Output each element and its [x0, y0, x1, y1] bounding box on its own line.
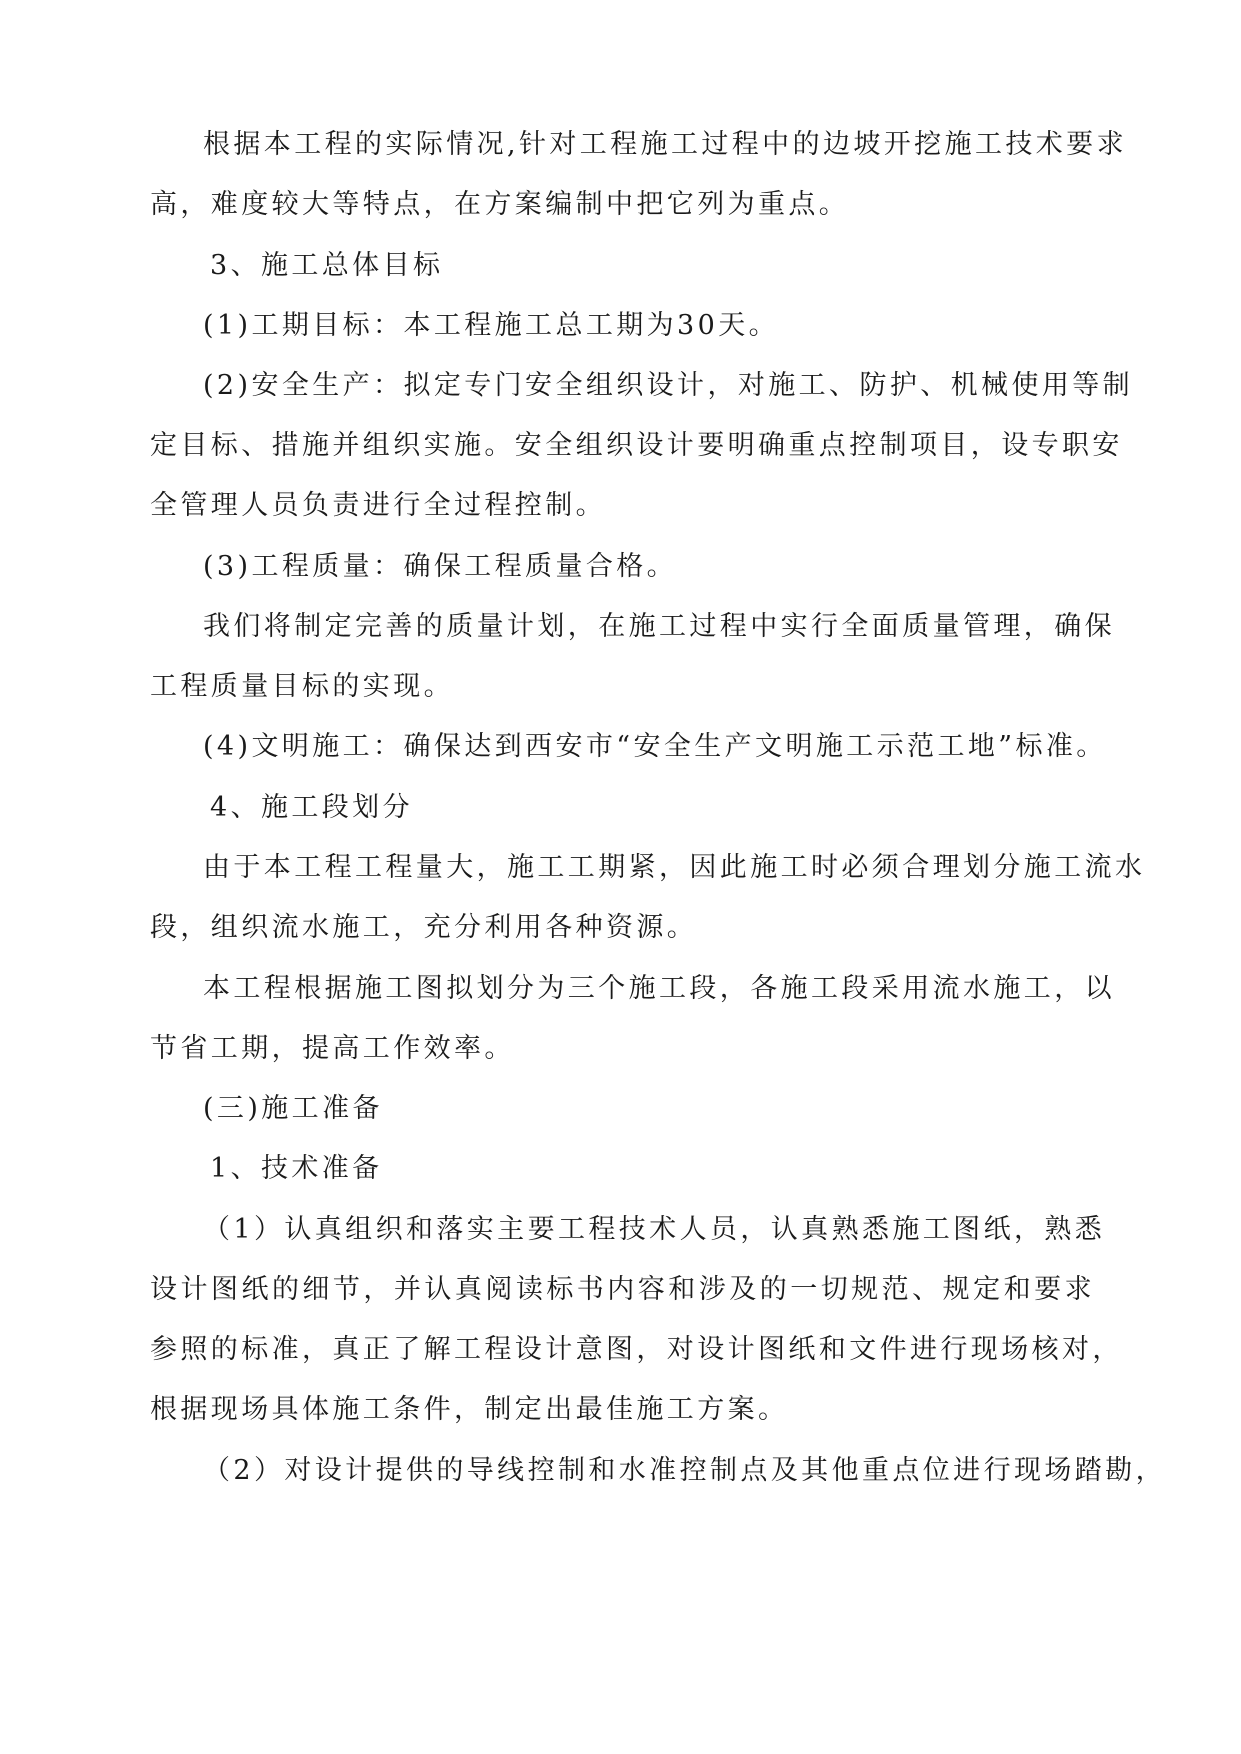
paragraph-line: (1)工期目标：本工程施工总工期为30天。 [203, 310, 780, 341]
paragraph-line: 工程质量目标的实现。 [150, 671, 454, 702]
paragraph-line: 节省工期，提高工作效率。 [150, 1033, 515, 1064]
paragraph-line: 定目标、措施并组织实施。安全组织设计要明确重点控制项目，设专职安 [150, 430, 1123, 461]
section-heading: 1、技术准备 [210, 1153, 383, 1184]
paragraph-line: (3)工程质量：确保工程质量合格。 [203, 551, 678, 582]
paragraph-line: 设计图纸的细节，并认真阅读标书内容和涉及的一切规范、规定和要求 [150, 1274, 1095, 1305]
paragraph-line: （1）认真组织和落实主要工程技术人员，认真熟悉施工图纸，熟悉 [203, 1214, 1106, 1245]
paragraph-line: 高，难度较大等特点，在方案编制中把它列为重点。 [150, 189, 850, 220]
section-heading: (三)施工准备 [203, 1093, 383, 1124]
paragraph-line: 全管理人员负责进行全过程控制。 [150, 490, 606, 521]
paragraph-line: 本工程根据施工图拟划分为三个施工段，各施工段采用流水施工，以 [203, 973, 1115, 1004]
paragraph-line: (4)文明施工：确保达到西安市“安全生产文明施工示范工地”标准。 [203, 731, 1107, 762]
paragraph-line: 参照的标准，真正了解工程设计意图，对设计图纸和文件进行现场核对， [150, 1334, 1123, 1365]
paragraph-line: （2）对设计提供的导线控制和水准控制点及其他重点位进行现场踏勘， [203, 1455, 1166, 1486]
paragraph-line: 由于本工程工程量大，施工工期紧，因此施工时必须合理划分施工流水 [203, 852, 1146, 883]
paragraph-line: 我们将制定完善的质量计划，在施工过程中实行全面质量管理，确保 [203, 611, 1115, 642]
paragraph-line: 根据现场具体施工条件，制定出最佳施工方案。 [150, 1394, 789, 1425]
paragraph-line: 根据本工程的实际情况,针对工程施工过程中的边坡开挖施工技术要求 [203, 129, 1127, 160]
section-heading: 4、施工段划分 [210, 792, 413, 823]
paragraph-line: 段，组织流水施工，充分利用各种资源。 [150, 912, 698, 943]
section-heading: 3、施工总体目标 [210, 250, 444, 281]
paragraph-line: (2)安全生产：拟定专门安全组织设计，对施工、防护、机械使用等制 [203, 370, 1134, 401]
